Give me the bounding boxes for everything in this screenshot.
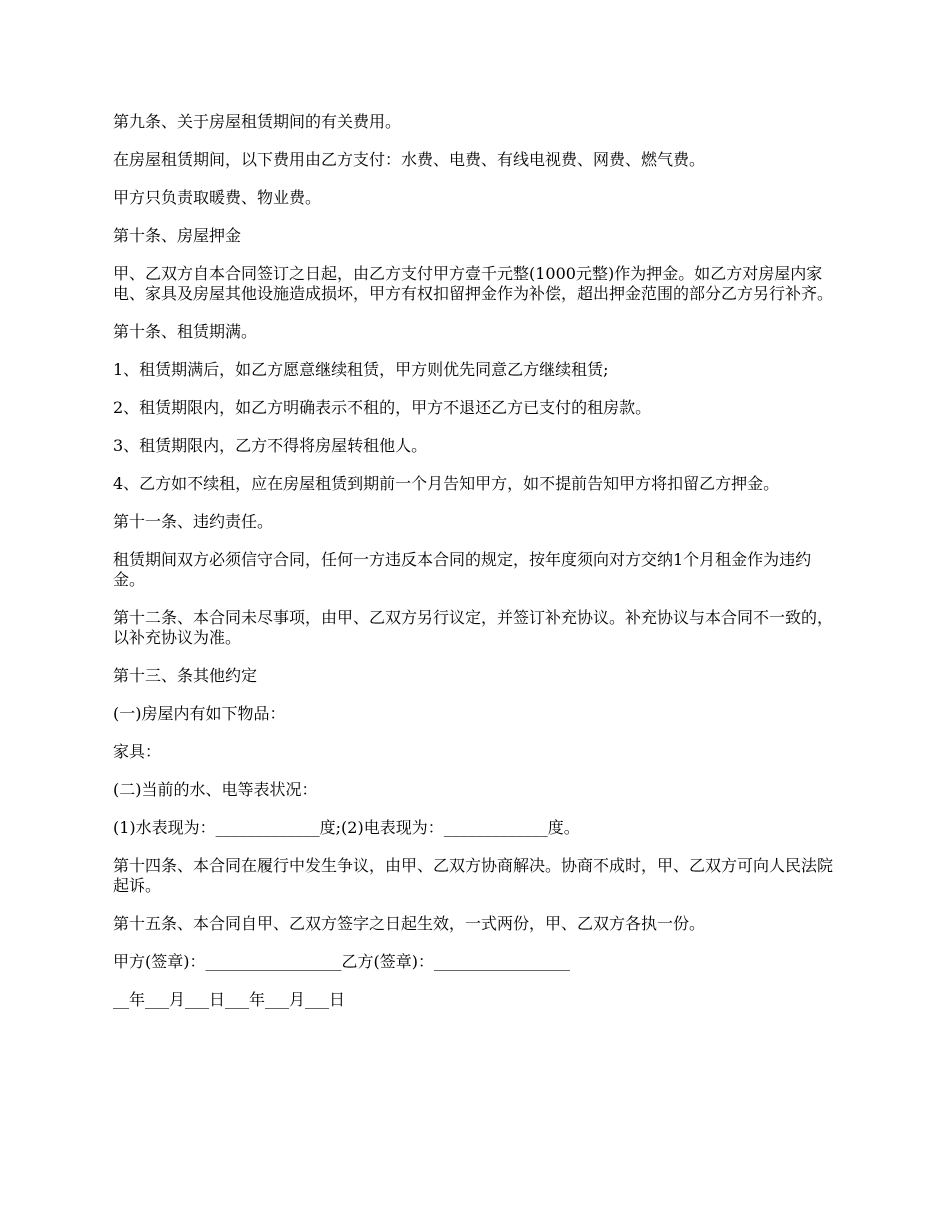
clause-9-landlord-fees: 甲方只负责取暖费、物业费。 <box>113 188 322 207</box>
clause-11-title: 第十一条、违约责任。 <box>113 512 274 531</box>
clause-9-title: 第九条、关于房屋租赁期间的有关费用。 <box>113 112 402 131</box>
clause-9-tenant-fees: 在房屋租赁期间，以下费用由乙方支付：水费、电费、有线电视费、网费、燃气费。 <box>113 150 706 169</box>
lease-expiry-item-1: 1、租赁期满后，如乙方愿意继续租赁，甲方则优先同意乙方继续租赁; <box>113 360 609 379</box>
clause-13-title: 第十三、条其他约定 <box>113 666 258 685</box>
clause-11-text: 租赁期间双方必须信守合同，任何一方违反本合同的规定，按年度须向对方交纳1个月租金作为违约金。 <box>113 550 812 589</box>
lease-expiry-item-2: 2、租赁期限内，如乙方明确表示不租的，甲方不退还乙方已支付的租房款。 <box>113 398 652 417</box>
document-body <box>113 112 840 1010</box>
clause-14-text: 第十四条、本合同在履行中发生争议，由甲、乙双方协商解决。协商不成时，甲、乙双方可向人民法院起诉。 <box>113 856 834 895</box>
signature-line: 甲方(签章)：_________________乙方(签章)：_________________ <box>113 952 570 971</box>
clause-13-meters-heading: (二)当前的水、电等表状况： <box>113 780 318 799</box>
clause-10-deposit-text: 甲、乙双方自本合同签订之日起，由乙方支付甲方壹千元整(1000元整)作为押金。如乙方对房屋内家电、家具及房屋其他设施造成损坏，甲方有权扣留押金作为补偿，超出押金范围的部分乙方另行补齐。 <box>113 264 834 303</box>
lease-expiry-item-3: 3、租赁期限内，乙方不得将房屋转租他人。 <box>113 436 428 455</box>
clause-lease-expiry-title: 第十条、租赁期满。 <box>113 322 258 341</box>
clause-15-text: 第十五条、本合同自甲、乙双方签字之日起生效，一式两份，甲、乙双方各执一份。 <box>113 914 706 933</box>
clause-13-meter-readings: (1)水表现为：_____________度;(2)电表现为：_____________度。 <box>113 818 580 837</box>
clause-13-furniture: 家具： <box>113 742 162 761</box>
clause-13-items-heading: (一)房屋内有如下物品： <box>113 704 286 723</box>
clause-10-title: 第十条、房屋押金 <box>113 226 242 245</box>
lease-expiry-item-4: 4、乙方如不续租，应在房屋租赁到期前一个月告知甲方，如不提前告知甲方将扣留乙方押金。 <box>113 474 780 493</box>
date-line: __年___月___日___年___月___日 <box>113 990 346 1009</box>
clause-12-text: 第十二条、本合同未尽事项，由甲、乙双方另行议定，并签订补充协议。补充协议与本合同不一致的，以补充协议为准。 <box>113 608 834 647</box>
